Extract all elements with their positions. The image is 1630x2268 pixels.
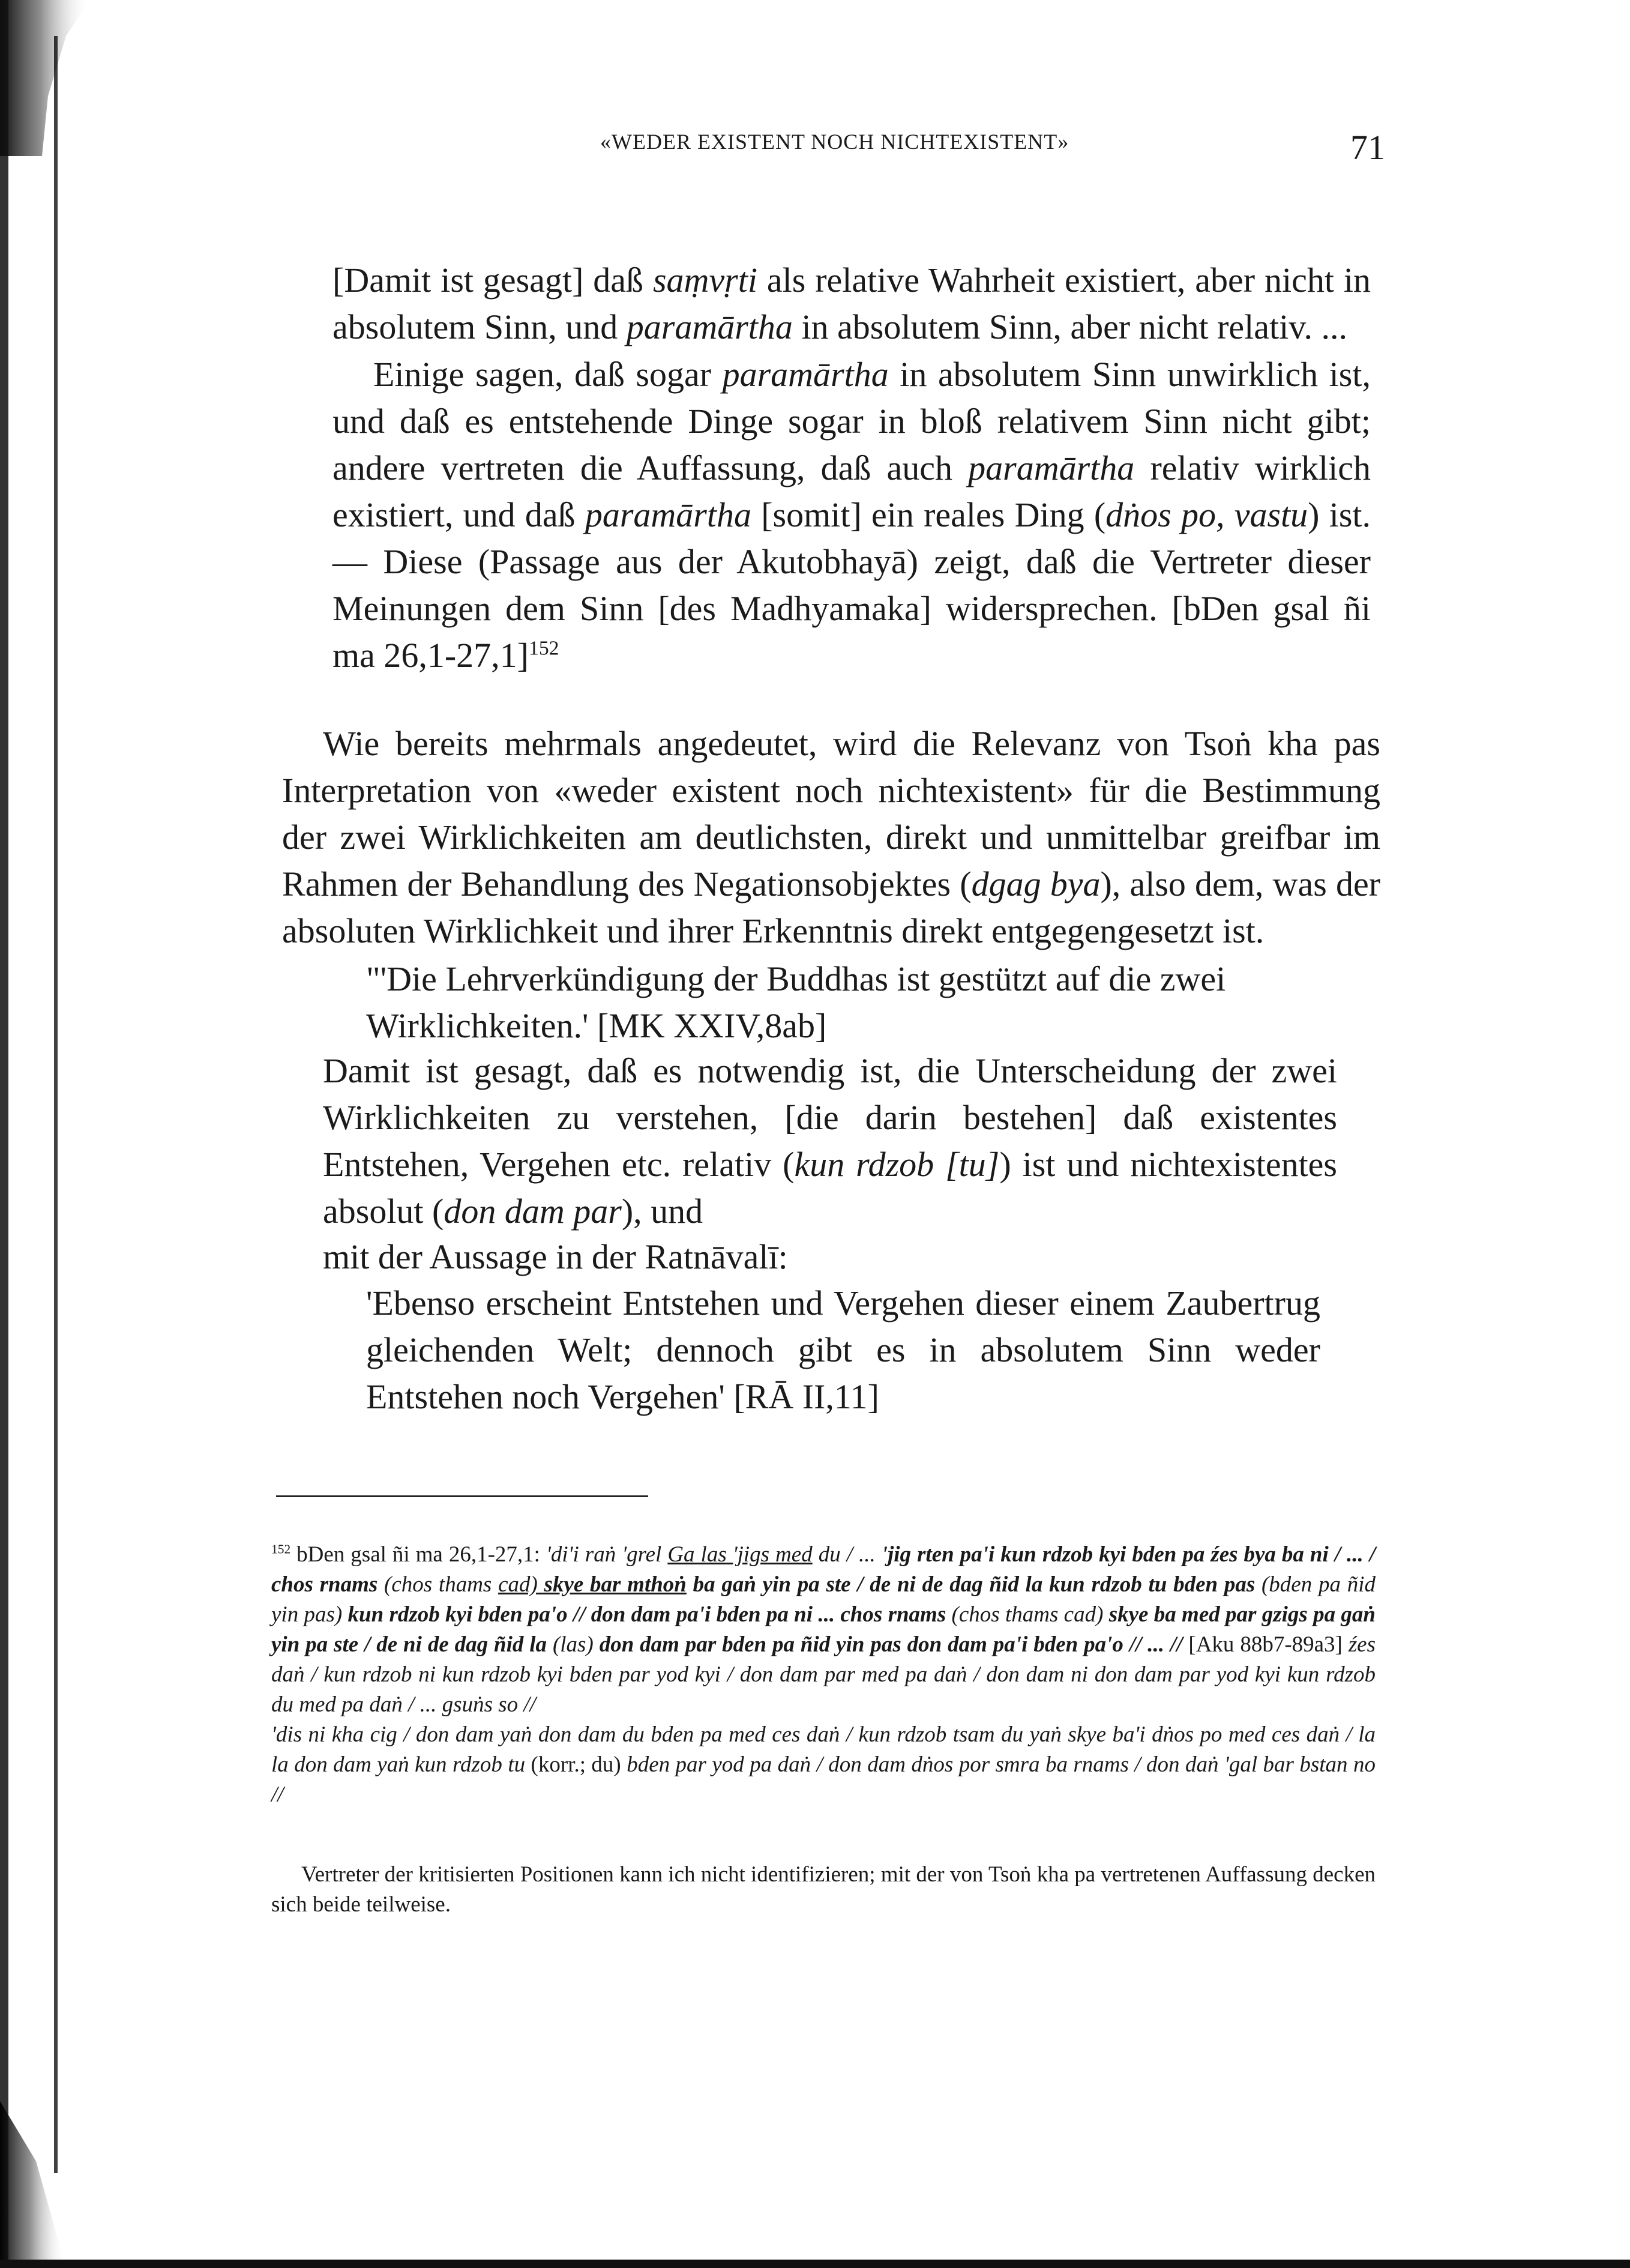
verse-quote-2: 'Ebenso erscheint Entstehen und Vergehen dieser einem Zaubertrug gleichenden Welt; dennoch gibt es in absolutem Sinn weder Entstehen noch Vergehen' [RĀ II,11] — [366, 1283, 1320, 1416]
footnote-152-comment: Vertreter der kritisierten Positionen kann ich nicht identifizieren; mit der von Tsoṅ kha pa vertretenen Auffassung decken sich beide teilweise. — [271, 1862, 1376, 1917]
body-line: mit der Aussage in der Ratnāvalī: — [323, 1237, 788, 1276]
quote-paragraph-2: Einige sagen, daß sogar paramārtha in absolutem Sinn unwirklich ist, und daß es entstehende Dinge sogar in bloß relativem Sinn nicht gibt; andere vertreten die Auffassung, daß auch paramārtha relativ wirklich existiert, und daß paramārtha [somit] ein reales Ding (dṅos po, vastu) ist. — Diese (Passage aus der Akutobhayā) zeigt, daß die Vertreter dieser Meinungen dem Sinn [des Madhyamaka] widersprechen. [bDen gsal ñi ma 26,1-27,1]$^{152}$ — [332, 355, 1371, 675]
footnote-152: $^{152}$ bDen gsal ñi ma 26,1-27,1: 'di'i raṅ 'grel Ga las 'jigs med du / ... 'jig rten pa'i kun rdzob kyi bden pa źes bya ba ni / ... / chos rnams (chos thams cad) skye bar mthoṅ ba gaṅ yin pa ste / de ni de dag ñid la kun rdzob tu bden pas (bden pa ñid yin pas) kun rdzob kyi bden pa'o // don dam pa'i bden pa ni ... chos rnams (chos thams cad) skye ba med par gzigs pa gaṅ yin pa ste / de ni de dag ñid la (las) don dam par bden pa ñid yin pas don dam pa'i bden pa'o // ... // [Aku 88b7-89a3] źes daṅ / kun rdzob ni kun rdzob kyi bden par yod kyi / don dam par med pa daṅ / don dam ni don dam par yod kyi kun rdzob du med pa daṅ / ... gsuṅs so // 'dis ni kha cig / don dam yaṅ don dam du bden pa med ces daṅ / kun rdzob tsam du yaṅ skye ba'i dṅos po med ces daṅ / la la don dam yaṅ kun rdzob tu (korr.; du) bden par yod pa daṅ / don dam dṅos por smra ba rnams / don daṅ 'gal bar bstan no // — [271, 1542, 1376, 1807]
body-paragraph-2: Damit ist gesagt, daß es notwendig ist, die Unterscheidung der zwei Wirklichkeiten zu verstehen, [die darin bestehen] daß existentes Entstehen, Vergehen etc. relativ (kun rdzob [tu]) ist und nichtexistentes absolut (don dam par), und — [323, 1051, 1337, 1231]
verse-quote-1: "'Die Lehrverkündigung der Buddhas ist gestützt auf die zwei Wirklichkeiten.' [MK XXIV,8ab] — [366, 959, 1226, 1045]
quote-paragraph-1: [Damit ist gesagt] daß saṃvṛti als relative Wahrheit existiert, aber nicht in absolutem Sinn, und paramārtha in absolutem Sinn, aber nicht relativ. ... — [332, 261, 1371, 346]
body-paragraph: Wie bereits mehrmals angedeutet, wird die Relevanz von Tsoṅ kha pas Interpretation von «weder existent noch nichtexistent» für die Bestimmung der zwei Wirklichkeiten am deutlichsten, direkt und unmittelbar greifbar im Rahmen der Behandlung des Negationsobjektes (dgag bya), also dem, was der absoluten Wirklichkeit und ihrer Erkenntnis direkt entgegengesetzt ist. — [282, 724, 1381, 950]
footnote-separator — [276, 1495, 648, 1497]
footnote-ref[interactable]: 152 — [529, 637, 559, 660]
scan-edge — [0, 2260, 1630, 2268]
page-number: 71 — [1350, 128, 1385, 167]
binding-shadow — [0, 0, 90, 2268]
running-title: «WEDER EXISTENT NOCH NICHTEXISTENT» — [600, 130, 1069, 154]
footnote-number: 152 — [271, 1542, 291, 1557]
